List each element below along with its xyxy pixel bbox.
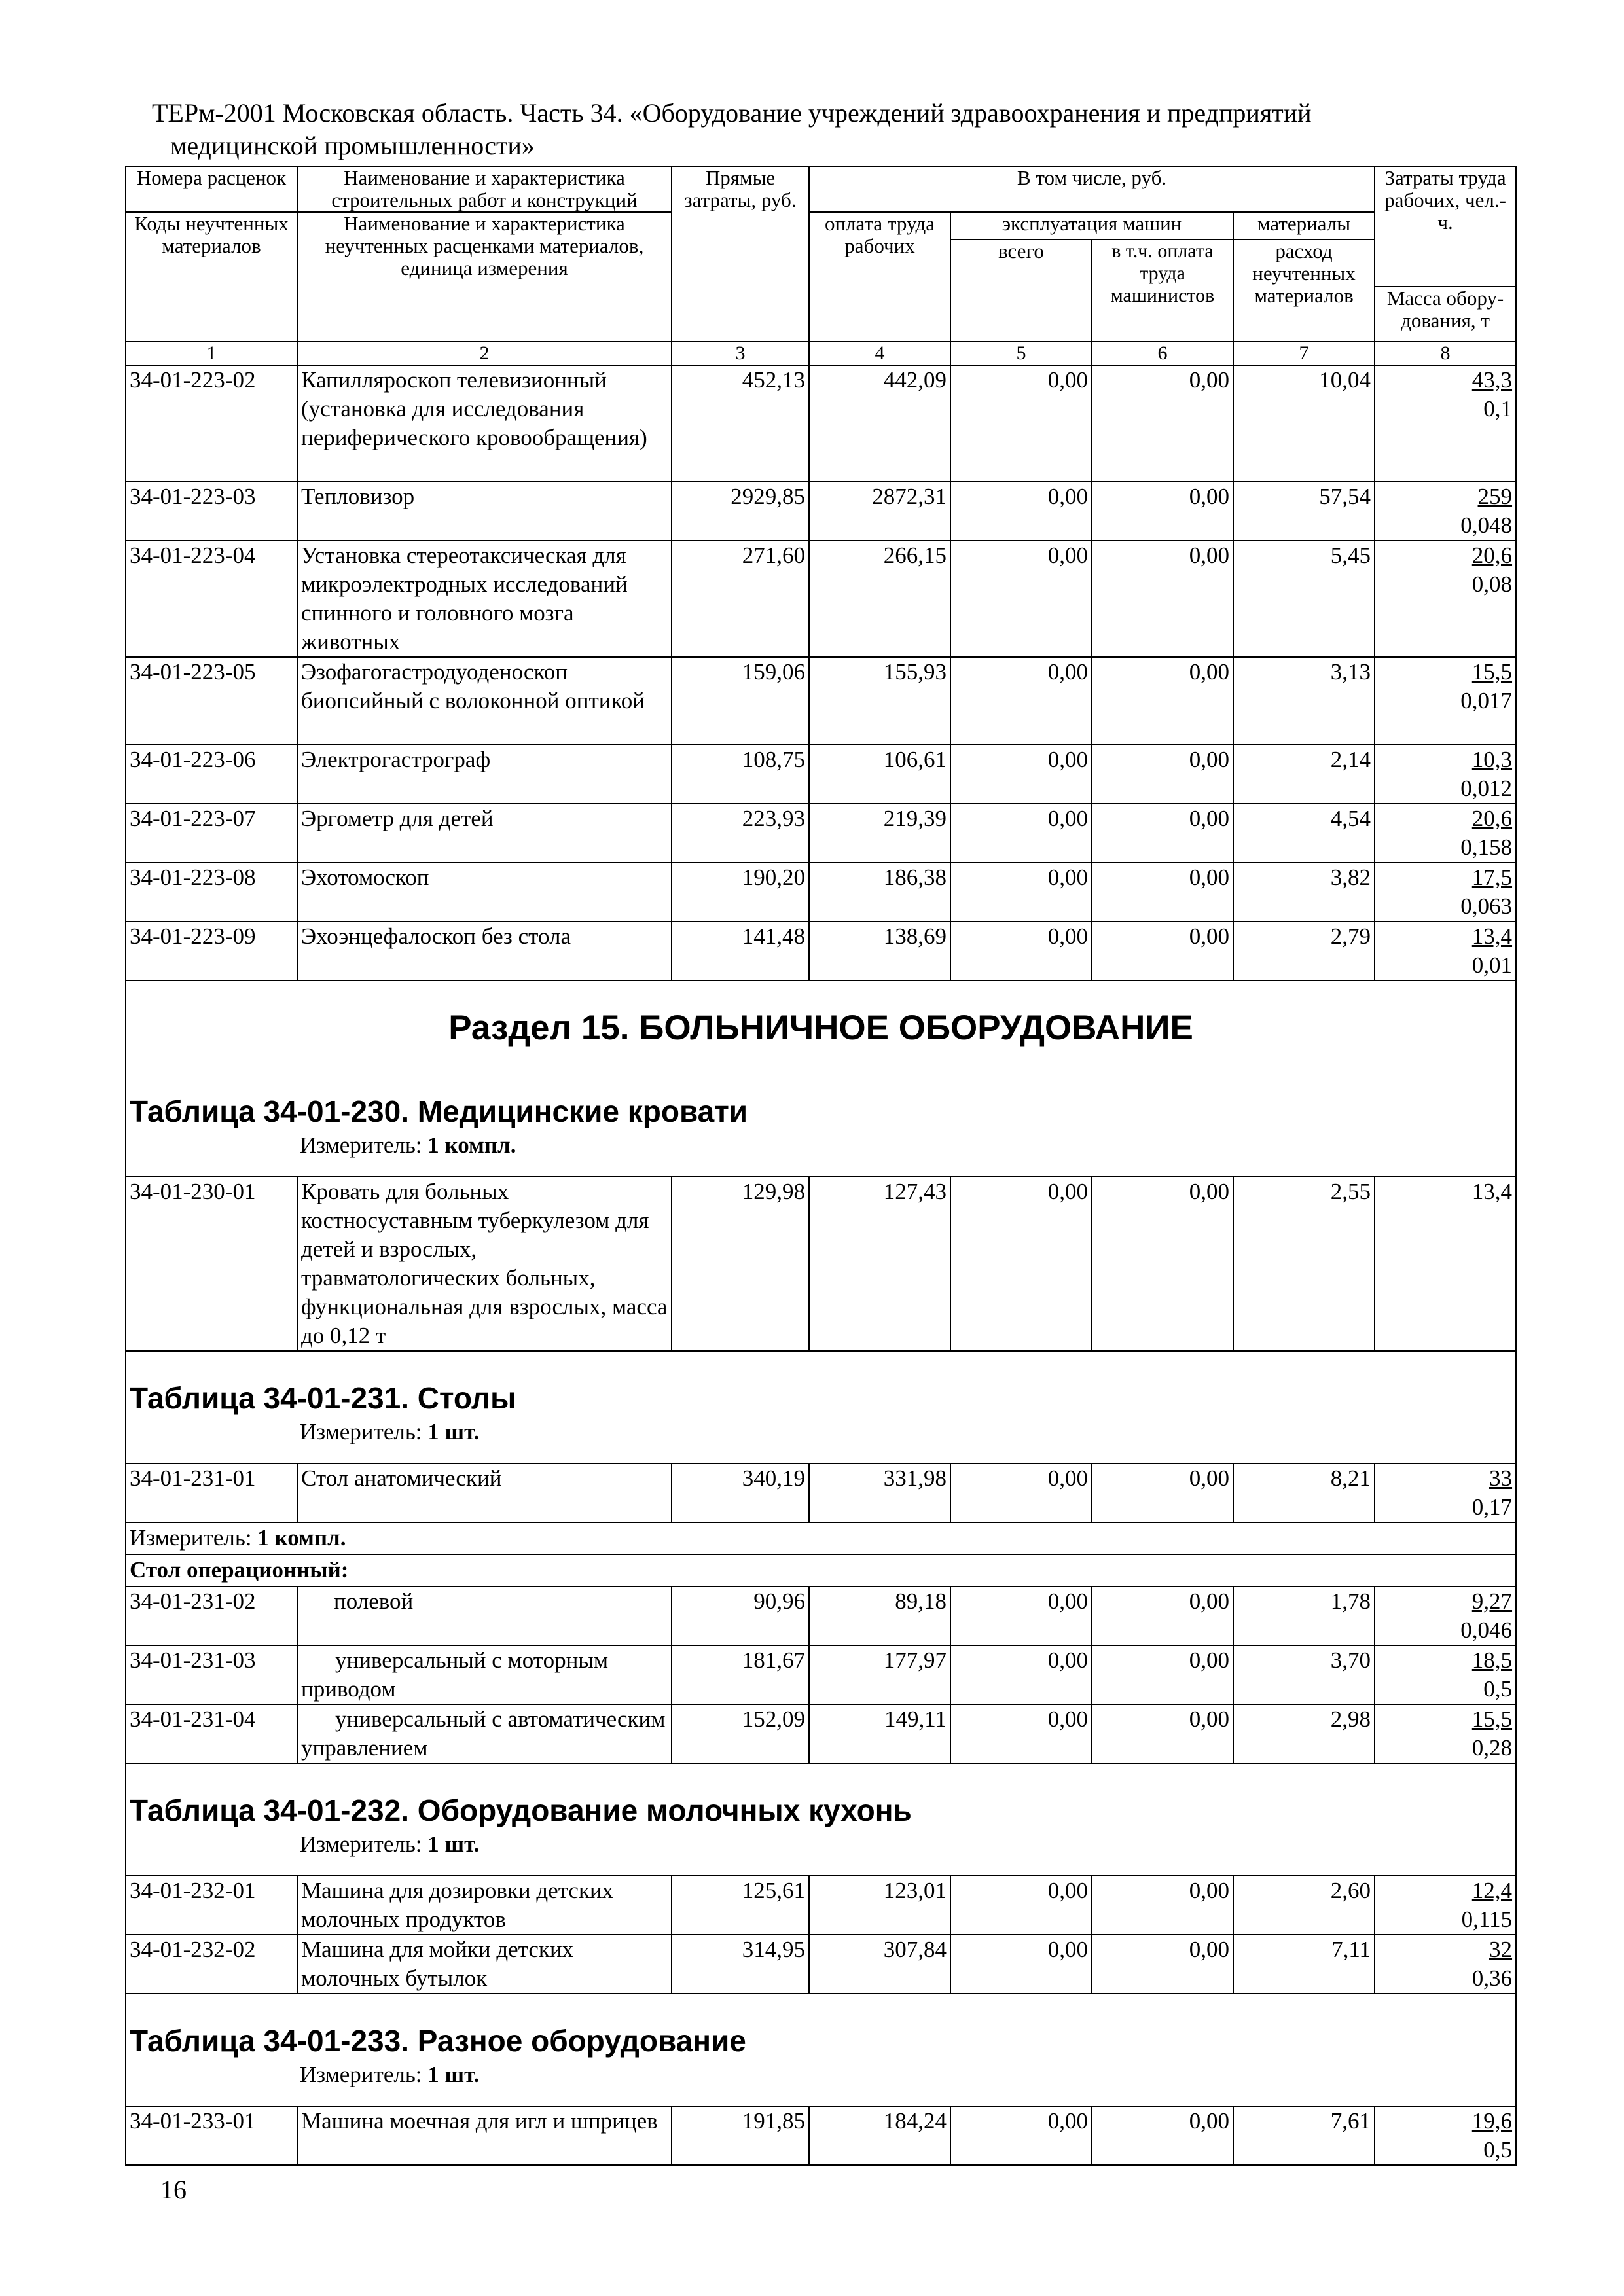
rate-name: универсальный с моторным приводом (297, 1645, 672, 1704)
equipment-mass: 0,36 (1471, 1965, 1513, 1991)
labor-hours: 9,27 (1471, 1588, 1513, 1614)
measure-label: Измеритель: (300, 1831, 422, 1857)
labor-mass-cell (1375, 482, 1516, 541)
direct-costs: 129,98 (672, 1177, 809, 1351)
machinist-pay: 0,00 (1092, 1704, 1233, 1763)
measure-line (130, 2060, 1512, 2090)
table-row (126, 1645, 1516, 1704)
materials-cost: 2,14 (1233, 745, 1375, 804)
labor-mass-cell (1375, 922, 1516, 980)
rate-code: 34-01-223-07 (126, 804, 297, 863)
rate-code: 34-01-230-01 (126, 1177, 297, 1351)
header-including-group: В том числе, руб. (809, 166, 1375, 212)
direct-costs: 141,48 (672, 922, 809, 980)
labor-mass-cell (1375, 1876, 1516, 1935)
rate-name: полевой (297, 1587, 672, 1645)
rate-name: Кровать для больных костносуставным туберкулезом для детей и взрослых, травматологических больных, функциональная для взрослых, масса до 0,12 т (297, 1177, 672, 1351)
table-row (126, 365, 1516, 482)
materials-cost: 3,70 (1233, 1645, 1375, 1704)
measure-line (126, 1522, 1516, 1554)
rate-code: 34-01-232-01 (126, 1876, 297, 1935)
machines-total: 0,00 (950, 1177, 1092, 1351)
machines-total: 0,00 (950, 922, 1092, 980)
materials-cost: 10,04 (1233, 365, 1375, 482)
equipment-mass: 0,046 (1460, 1617, 1513, 1643)
machinist-pay: 0,00 (1092, 657, 1233, 745)
machinist-pay: 0,00 (1092, 863, 1233, 922)
rate-name: Стол анатомический (297, 1463, 672, 1522)
machinist-pay: 0,00 (1092, 1177, 1233, 1351)
equipment-mass: 0,063 (1460, 893, 1513, 919)
labor-pay: 266,15 (809, 541, 950, 657)
header-materials-group: материалы (1233, 212, 1375, 240)
labor-pay: 219,39 (809, 804, 950, 863)
labor-mass-cell (1375, 1587, 1516, 1645)
labor-pay: 138,69 (809, 922, 950, 980)
labor-hours: 17,5 (1471, 865, 1513, 890)
machines-total: 0,00 (950, 1587, 1092, 1645)
machines-total: 0,00 (950, 1935, 1092, 1994)
labor-pay: 106,61 (809, 745, 950, 804)
labor-hours: 15,5 (1471, 659, 1513, 685)
column-number: 6 (1092, 342, 1233, 365)
equipment-mass: 0,17 (1471, 1494, 1513, 1520)
section-block (126, 980, 1516, 1177)
machinist-pay: 0,00 (1092, 1463, 1233, 1522)
rate-code: 34-01-223-02 (126, 365, 297, 482)
rates-table (125, 166, 1517, 2166)
direct-costs: 314,95 (672, 1935, 809, 1994)
equipment-mass: 0,01 (1471, 952, 1513, 978)
direct-costs: 223,93 (672, 804, 809, 863)
materials-cost: 3,82 (1233, 863, 1375, 922)
labor-hours: 18,5 (1471, 1647, 1513, 1673)
section-title: Раздел 15. БОЛЬНИЧНОЕ ОБОРУДОВАНИЕ (448, 1009, 1193, 1047)
machinist-pay: 0,00 (1092, 745, 1233, 804)
direct-costs: 2929,85 (672, 482, 809, 541)
rate-name: Тепловизор (297, 482, 672, 541)
labor-pay: 177,97 (809, 1645, 950, 1704)
column-number: 2 (297, 342, 672, 365)
measure-value: 1 компл. (427, 1132, 516, 1158)
table-row (126, 1876, 1516, 1935)
labor-pay: 2872,31 (809, 482, 950, 541)
measure-value: 1 шт. (427, 2062, 480, 2087)
rate-name: Капилляроскоп телевизионный (установка для исследования периферического кровообращения) (297, 365, 672, 482)
table-row (126, 657, 1516, 745)
equipment-mass: 0,115 (1461, 1907, 1513, 1932)
machinist-pay: 0,00 (1092, 365, 1233, 482)
direct-costs: 271,60 (672, 541, 809, 657)
labor-mass-cell (1375, 541, 1516, 657)
column-number: 1 (126, 342, 297, 365)
rate-name: Эзофагогастродуоденоскоп биопсийный с волоконной оптикой (297, 657, 672, 745)
equipment-mass: 0,5 (1483, 1676, 1513, 1702)
materials-cost: 57,54 (1233, 482, 1375, 541)
materials-cost: 2,98 (1233, 1704, 1375, 1763)
table-row (126, 482, 1516, 541)
direct-costs: 181,67 (672, 1645, 809, 1704)
rate-code: 34-01-223-05 (126, 657, 297, 745)
direct-costs: 108,75 (672, 745, 809, 804)
header-machinist-pay: в т.ч. оплата труда машинистов (1092, 240, 1233, 342)
rate-code: 34-01-223-04 (126, 541, 297, 657)
header-work-name: Наименование и характеристика строительных работ и конструкций (297, 166, 672, 212)
machinist-pay: 0,00 (1092, 804, 1233, 863)
labor-hours: 20,6 (1471, 543, 1513, 568)
measure-label: Измеритель: (300, 2062, 422, 2087)
column-number: 7 (1233, 342, 1375, 365)
rate-code: 34-01-231-01 (126, 1463, 297, 1522)
machines-total: 0,00 (950, 804, 1092, 863)
header-direct-costs: Прямые затраты, руб. (672, 166, 809, 342)
materials-cost: 7,11 (1233, 1935, 1375, 1994)
machines-total: 0,00 (950, 482, 1092, 541)
machines-total: 0,00 (950, 1645, 1092, 1704)
labor-mass-cell (1375, 1935, 1516, 1994)
labor-hours: 15,5 (1471, 1706, 1513, 1732)
labor-hours: 20,6 (1471, 806, 1513, 831)
labor-pay: 331,98 (809, 1463, 950, 1522)
equipment-mass: 0,28 (1471, 1735, 1513, 1761)
materials-cost: 7,61 (1233, 2106, 1375, 2165)
measure-label: Измеритель: (300, 1419, 422, 1444)
machinist-pay: 0,00 (1092, 541, 1233, 657)
machinist-pay: 0,00 (1092, 1876, 1233, 1935)
labor-pay: 184,24 (809, 2106, 950, 2165)
labor-pay: 123,01 (809, 1876, 950, 1935)
labor-pay: 89,18 (809, 1587, 950, 1645)
machinist-pay: 0,00 (1092, 482, 1233, 541)
table-row (126, 1177, 1516, 1351)
rate-code: 34-01-223-03 (126, 482, 297, 541)
labor-hours: 19,6 (1471, 2108, 1513, 2134)
direct-costs: 191,85 (672, 2106, 809, 2165)
labor-pay: 442,09 (809, 365, 950, 482)
column-number: 4 (809, 342, 950, 365)
direct-costs: 159,06 (672, 657, 809, 745)
direct-costs: 190,20 (672, 863, 809, 922)
equipment-mass: 0,1 (1483, 396, 1513, 422)
table-row (126, 863, 1516, 922)
labor-pay: 186,38 (809, 863, 950, 922)
labor-hours: 13,4 (1375, 1177, 1516, 1351)
rate-name: Эхотомоскоп (297, 863, 672, 922)
table-title-block (126, 1763, 1516, 1876)
materials-cost: 8,21 (1233, 1463, 1375, 1522)
rate-code: 34-01-231-03 (126, 1645, 297, 1704)
materials-cost: 1,78 (1233, 1587, 1375, 1645)
header-labor-pay: оплата труда рабочих (809, 212, 950, 342)
machines-total: 0,00 (950, 1876, 1092, 1935)
labor-pay: 155,93 (809, 657, 950, 745)
rate-code: 34-01-233-01 (126, 2106, 297, 2165)
machines-total: 0,00 (950, 365, 1092, 482)
materials-cost: 2,79 (1233, 922, 1375, 980)
direct-costs: 152,09 (672, 1704, 809, 1763)
rate-code: 34-01-231-04 (126, 1704, 297, 1763)
table-row (126, 1704, 1516, 1763)
direct-costs: 125,61 (672, 1876, 809, 1935)
table-row (126, 922, 1516, 980)
table-row (126, 541, 1516, 657)
table-title: Таблица 34-01-232. Оборудование молочных кухонь (130, 1793, 912, 1827)
labor-mass-cell (1375, 657, 1516, 745)
materials-cost: 2,60 (1233, 1876, 1375, 1935)
labor-hours: 13,4 (1471, 924, 1513, 949)
header-labor-costs: Затраты труда рабочих, чел.-ч. (1375, 166, 1516, 287)
header-line-2: медицинской промышленности» (170, 131, 535, 160)
table-row (126, 1935, 1516, 1994)
labor-hours: 10,3 (1471, 747, 1513, 772)
machinist-pay: 0,00 (1092, 922, 1233, 980)
machinist-pay: 0,00 (1092, 1645, 1233, 1704)
header-machines-group: эксплуатация машин (950, 212, 1233, 240)
equipment-mass: 0,08 (1471, 571, 1513, 597)
header-material-name: Наименование и характеристика неучтенных расценками материалов, единица измерения (297, 212, 672, 342)
labor-mass-cell (1375, 365, 1516, 482)
labor-hours: 32 (1489, 1937, 1513, 1962)
column-number: 8 (1375, 342, 1516, 365)
table-row (126, 2106, 1516, 2165)
table-title: Таблица 34-01-231. Столы (130, 1381, 516, 1415)
rate-code: 34-01-231-02 (126, 1587, 297, 1645)
labor-mass-cell (1375, 1645, 1516, 1704)
machines-total: 0,00 (950, 745, 1092, 804)
rate-name: Эхоэнцефалоскоп без стола (297, 922, 672, 980)
header-equipment-mass: Масса обору-дования, т (1375, 287, 1516, 342)
labor-hours: 43,3 (1471, 367, 1513, 393)
machines-total: 0,00 (950, 863, 1092, 922)
rate-code: 34-01-223-08 (126, 863, 297, 922)
group-title: Стол операционный: (126, 1554, 1516, 1587)
equipment-mass: 0,5 (1483, 2137, 1513, 2162)
table-title-block (126, 1351, 1516, 1463)
rate-code: 34-01-232-02 (126, 1935, 297, 1994)
page-number: 16 (160, 2175, 187, 2204)
labor-pay: 149,11 (809, 1704, 950, 1763)
direct-costs: 90,96 (672, 1587, 809, 1645)
rate-name: Электрогастрограф (297, 745, 672, 804)
labor-hours: 33 (1489, 1465, 1513, 1491)
machinist-pay: 0,00 (1092, 1935, 1233, 1994)
machines-total: 0,00 (950, 657, 1092, 745)
labor-mass-cell (1375, 1704, 1516, 1763)
direct-costs: 340,19 (672, 1463, 809, 1522)
materials-cost: 5,45 (1233, 541, 1375, 657)
header-material-codes: Коды неучтенных материалов (126, 212, 297, 342)
labor-mass-cell (1375, 804, 1516, 863)
header-machines-total: всего (950, 240, 1092, 342)
labor-mass-cell (1375, 863, 1516, 922)
labor-mass-cell (1375, 1463, 1516, 1522)
machines-total: 0,00 (950, 2106, 1092, 2165)
materials-cost: 3,13 (1233, 657, 1375, 745)
equipment-mass: 0,048 (1460, 512, 1513, 538)
labor-pay: 127,43 (809, 1177, 950, 1351)
direct-costs: 452,13 (672, 365, 809, 482)
labor-mass-cell (1375, 2106, 1516, 2165)
header-material-consumption: расход неучтенных материалов (1233, 240, 1375, 342)
table-row (126, 745, 1516, 804)
equipment-mass: 0,158 (1460, 834, 1513, 860)
rate-code: 34-01-223-06 (126, 745, 297, 804)
measure-value: 1 компл. (257, 1525, 346, 1551)
rate-name: Установка стереотаксическая для микроэлектродных исследований спинного и головного мозга животных (297, 541, 672, 657)
table-title: Таблица 34-01-230. Медицинские кровати (130, 1094, 748, 1128)
column-number: 3 (672, 342, 809, 365)
rate-name: Эргометр для детей (297, 804, 672, 863)
materials-cost: 2,55 (1233, 1177, 1375, 1351)
equipment-mass: 0,017 (1460, 688, 1513, 713)
header-rate-numbers: Номера расценок (126, 166, 297, 212)
labor-pay: 307,84 (809, 1935, 950, 1994)
table-title: Таблица 34-01-233. Разное оборудование (130, 2024, 746, 2058)
measure-value: 1 шт. (427, 1831, 480, 1857)
table-row (126, 1587, 1516, 1645)
machines-total: 0,00 (950, 1704, 1092, 1763)
materials-cost: 4,54 (1233, 804, 1375, 863)
rate-name: Машина моечная для игл и шприцев (297, 2106, 672, 2165)
rate-name: Машина для дозировки детских молочных продуктов (297, 1876, 672, 1935)
header-line-1: ТЕРм-2001 Московская область. Часть 34. «Оборудование учреждений здравоохранения и предприятий (152, 98, 1312, 128)
measure-line (130, 1417, 1512, 1447)
machines-total: 0,00 (950, 1463, 1092, 1522)
measure-line (130, 1130, 1512, 1160)
equipment-mass: 0,012 (1460, 776, 1513, 801)
column-number: 5 (950, 342, 1092, 365)
document-header (152, 97, 1513, 162)
table-row (126, 804, 1516, 863)
measure-label: Измеритель: (300, 1132, 422, 1158)
machinist-pay: 0,00 (1092, 2106, 1233, 2165)
rate-code: 34-01-223-09 (126, 922, 297, 980)
measure-label: Измеритель: (130, 1525, 252, 1551)
measure-value: 1 шт. (427, 1419, 480, 1444)
measure-line (130, 1829, 1512, 1859)
machinist-pay: 0,00 (1092, 1587, 1233, 1645)
table-row (126, 1463, 1516, 1522)
machines-total: 0,00 (950, 541, 1092, 657)
rate-name: Машина для мойки детских молочных бутылок (297, 1935, 672, 1994)
labor-mass-cell (1375, 745, 1516, 804)
labor-hours: 259 (1477, 484, 1513, 509)
table-title-block (126, 1994, 1516, 2106)
rate-name: универсальный с автоматическим управлением (297, 1704, 672, 1763)
labor-hours: 12,4 (1471, 1878, 1513, 1903)
